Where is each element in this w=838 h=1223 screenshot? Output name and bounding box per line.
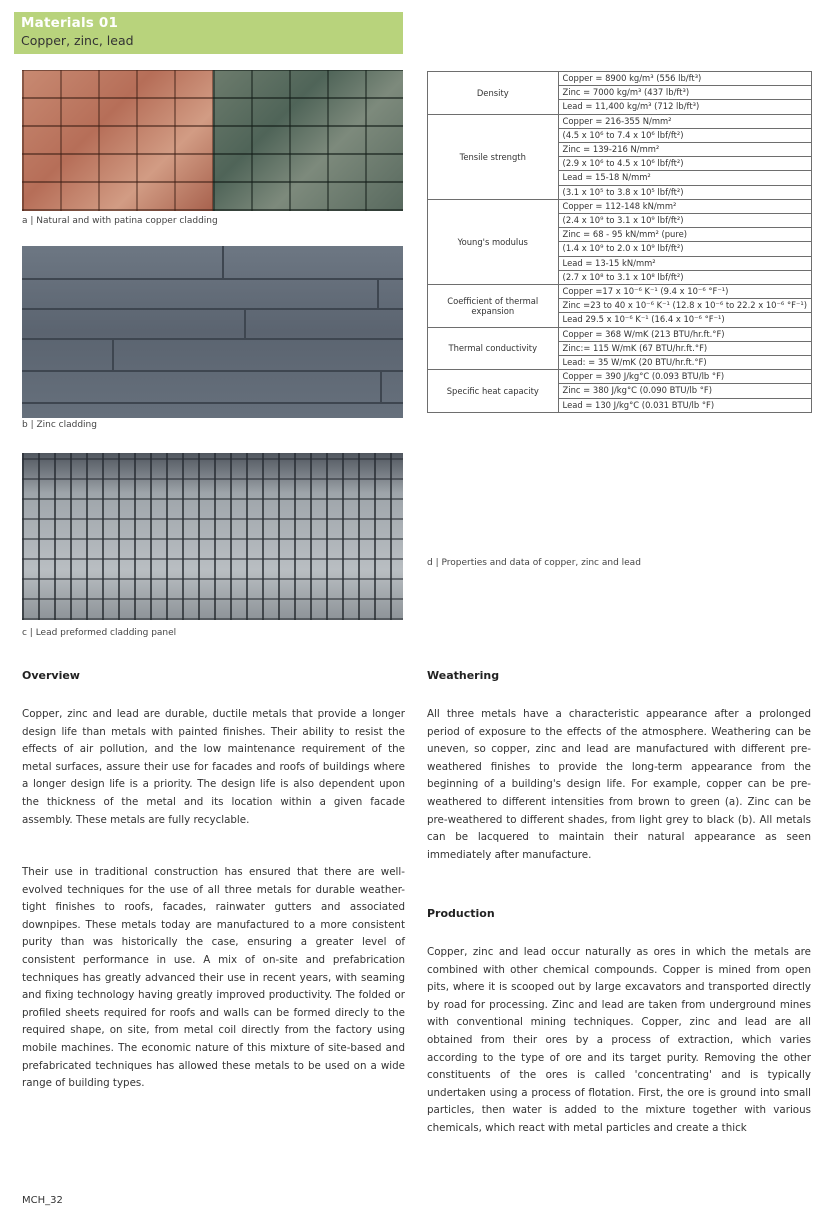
- production-heading: Production: [427, 907, 495, 920]
- property-name: Tensile strength: [428, 114, 559, 199]
- property-value: Lead = 130 J/kg°C (0.031 BTU/lb °F): [562, 399, 715, 410]
- property-values: [558, 114, 811, 199]
- property-value: Lead = 15-18 N/mm²: [559, 171, 811, 185]
- zinc-cladding-photo: [22, 246, 403, 418]
- production-paragraph: Copper, zinc and lead occur naturally as ores in which the metals are combined with other chemical compounds. Copper is mined from open pits, where it is scooped out by large excavators and transported directly by road for processing. Zinc and lead are taken from underground mines with conventional mining techniques. Copper, zinc and lead are all obtained from their ores by a process of extraction, which varies according to the type of ore and its target purity. Removing the other constituents of the ores is called 'concentrating' and is typically undertaken using a process of flotation. First, the ore is ground into small particles, then water is added to the mixture together with various chemicals, which react with metal particles and create a thick: [427, 946, 811, 1134]
- property-values: [558, 285, 811, 328]
- property-value: (1.4 x 10⁹ to 2.0 x 10⁹ lbf/ft²): [559, 242, 811, 256]
- property-name: Specific heat capacity: [428, 370, 559, 413]
- patina-copper-half: [213, 70, 404, 211]
- property-row: [428, 327, 812, 370]
- natural-copper-half: [22, 70, 213, 211]
- property-name: Density: [428, 72, 559, 115]
- property-name: Young's modulus: [428, 199, 559, 284]
- property-values: [558, 327, 811, 370]
- overview-paragraph-2: Their use in traditional construction has ensured that there are well-evolved techniques for the use of all three metals for durable weather-tight finishes to roofs, facades, rainwater gutters and associated downpipes. These metals today are manufactured to a more consistent purity than was historically the case, ensuring a greater level of consistent performance in use. A mix of on-site and prefabrication techniques has greatly advanced their use in recent years, with seaming and fixing technology having greatly improved productivity. The folded or profiled sheets required for roofs and walls can be formed direcly to the required shape, on site, from metal coil directly from the factory using mobile machines. The economic nature of this mixture of site-based and prefabricated techniques has allowed these metals to be used on a wide range of building types.: [22, 866, 405, 1090]
- property-value: Lead = 13-15 kN/mm²: [559, 257, 811, 271]
- property-value: (3.1 x 10⁵ to 3.8 x 10⁵ lbf/ft²): [562, 186, 684, 197]
- property-value: Copper = 8900 kg/m³ (556 lb/ft³): [559, 72, 811, 86]
- property-value: Copper = 368 W/mK (213 BTU/hr.ft.°F): [559, 328, 811, 342]
- property-value: Lead = 11,400 kg/m³ (712 lb/ft³): [562, 101, 700, 112]
- property-value: Zinc =23 to 40 x 10⁻⁶ K⁻¹ (12.8 x 10⁻⁶ to 22.2 x 10⁻⁶ °F⁻¹): [559, 299, 811, 313]
- property-values: [558, 72, 811, 115]
- property-value: Zinc = 68 - 95 kN/mm² (pure): [559, 228, 811, 242]
- property-value: Copper = 216-355 N/mm²: [559, 115, 811, 129]
- property-values: [558, 370, 811, 413]
- property-value: Copper = 390 J/kg°C (0.093 BTU/lb °F): [559, 370, 811, 384]
- property-name: Coefficient of thermal expansion: [428, 285, 559, 328]
- property-value: Zinc = 380 J/kg°C (0.090 BTU/lb °F): [559, 384, 811, 398]
- property-row: [428, 199, 812, 284]
- properties-table: [427, 71, 812, 413]
- property-row: [428, 285, 812, 328]
- property-value: Lead 29.5 x 10⁻⁶ K⁻¹ (16.4 x 10⁻⁶ °F⁻¹): [562, 314, 725, 325]
- page-number: MCH_32: [22, 1195, 63, 1206]
- property-value: Zinc = 7000 kg/m³ (437 lb/ft³): [559, 86, 811, 100]
- property-value: (2.9 x 10⁶ to 4.5 x 10⁶ lbf/ft²): [559, 157, 811, 171]
- figure-c-caption: c | Lead preformed cladding panel: [22, 628, 177, 638]
- overview-paragraph-1: Copper, zinc and lead are durable, ductile metals that provide a longer design life than metals with painted finishes. Their ability to resist the effects of air pollution, and the low maintenance requirement of the metal surfaces, assure their use for facades and roofs of buildings where a longer design life is a priority. The design life is also dependent upon the thickness of the metal and its location within a given facade assembly. These metals are fully recyclable.: [22, 708, 405, 826]
- figure-b-caption: b | Zinc cladding: [22, 420, 97, 430]
- property-value: (4.5 x 10⁶ to 7.4 x 10⁶ lbf/ft²): [559, 129, 811, 143]
- property-values: [558, 199, 811, 284]
- property-value: (2.4 x 10⁹ to 3.1 x 10⁹ lbf/ft²): [559, 214, 811, 228]
- chapter-subtitle: Copper, zinc, lead: [21, 33, 134, 48]
- property-value: Copper =17 x 10⁻⁶ K⁻¹ (9.4 x 10⁻⁶ °F⁻¹): [559, 285, 811, 299]
- property-row: [428, 114, 812, 199]
- property-value: Zinc:= 115 W/mK (67 BTU/hr.ft.°F): [559, 342, 811, 356]
- property-value: Copper = 112-148 kN/mm²: [559, 200, 811, 214]
- figure-d-caption: d | Properties and data of copper, zinc and lead: [427, 558, 641, 568]
- copper-cladding-photo: [22, 70, 403, 211]
- property-value: Zinc = 139-216 N/mm²: [559, 143, 811, 157]
- weathering-paragraph: All three metals have a characteristic appearance after a prolonged period of exposure to the effects of the atmosphere. Weathering can be uneven, so copper, zinc and lead are manufactured with different pre-weathered finishes to provide the long-term appearance from the beginning of a building's design life. For example, copper can be pre-weathered to different intensities from brown to green (a). Zinc can be pre-weathered to different shades, from light grey to black (b). All metals can be lacquered to maintain their natural appearance as seen immediately after manufacture.: [427, 708, 811, 861]
- property-value: (2.7 x 10⁸ to 3.1 x 10⁸ lbf/ft²): [562, 271, 684, 282]
- property-row: [428, 72, 812, 115]
- chapter-header: [14, 12, 403, 54]
- figure-a-caption: a | Natural and with patina copper cladding: [22, 216, 218, 226]
- weathering-heading: Weathering: [427, 669, 500, 682]
- property-row: [428, 370, 812, 413]
- lead-cladding-photo: [22, 453, 403, 620]
- property-value: Lead: = 35 W/mK (20 BTU/hr.ft.°F): [562, 357, 707, 368]
- property-name: Thermal conductivity: [428, 327, 559, 370]
- overview-heading: Overview: [22, 669, 80, 682]
- chapter-title: Materials 01: [21, 15, 119, 31]
